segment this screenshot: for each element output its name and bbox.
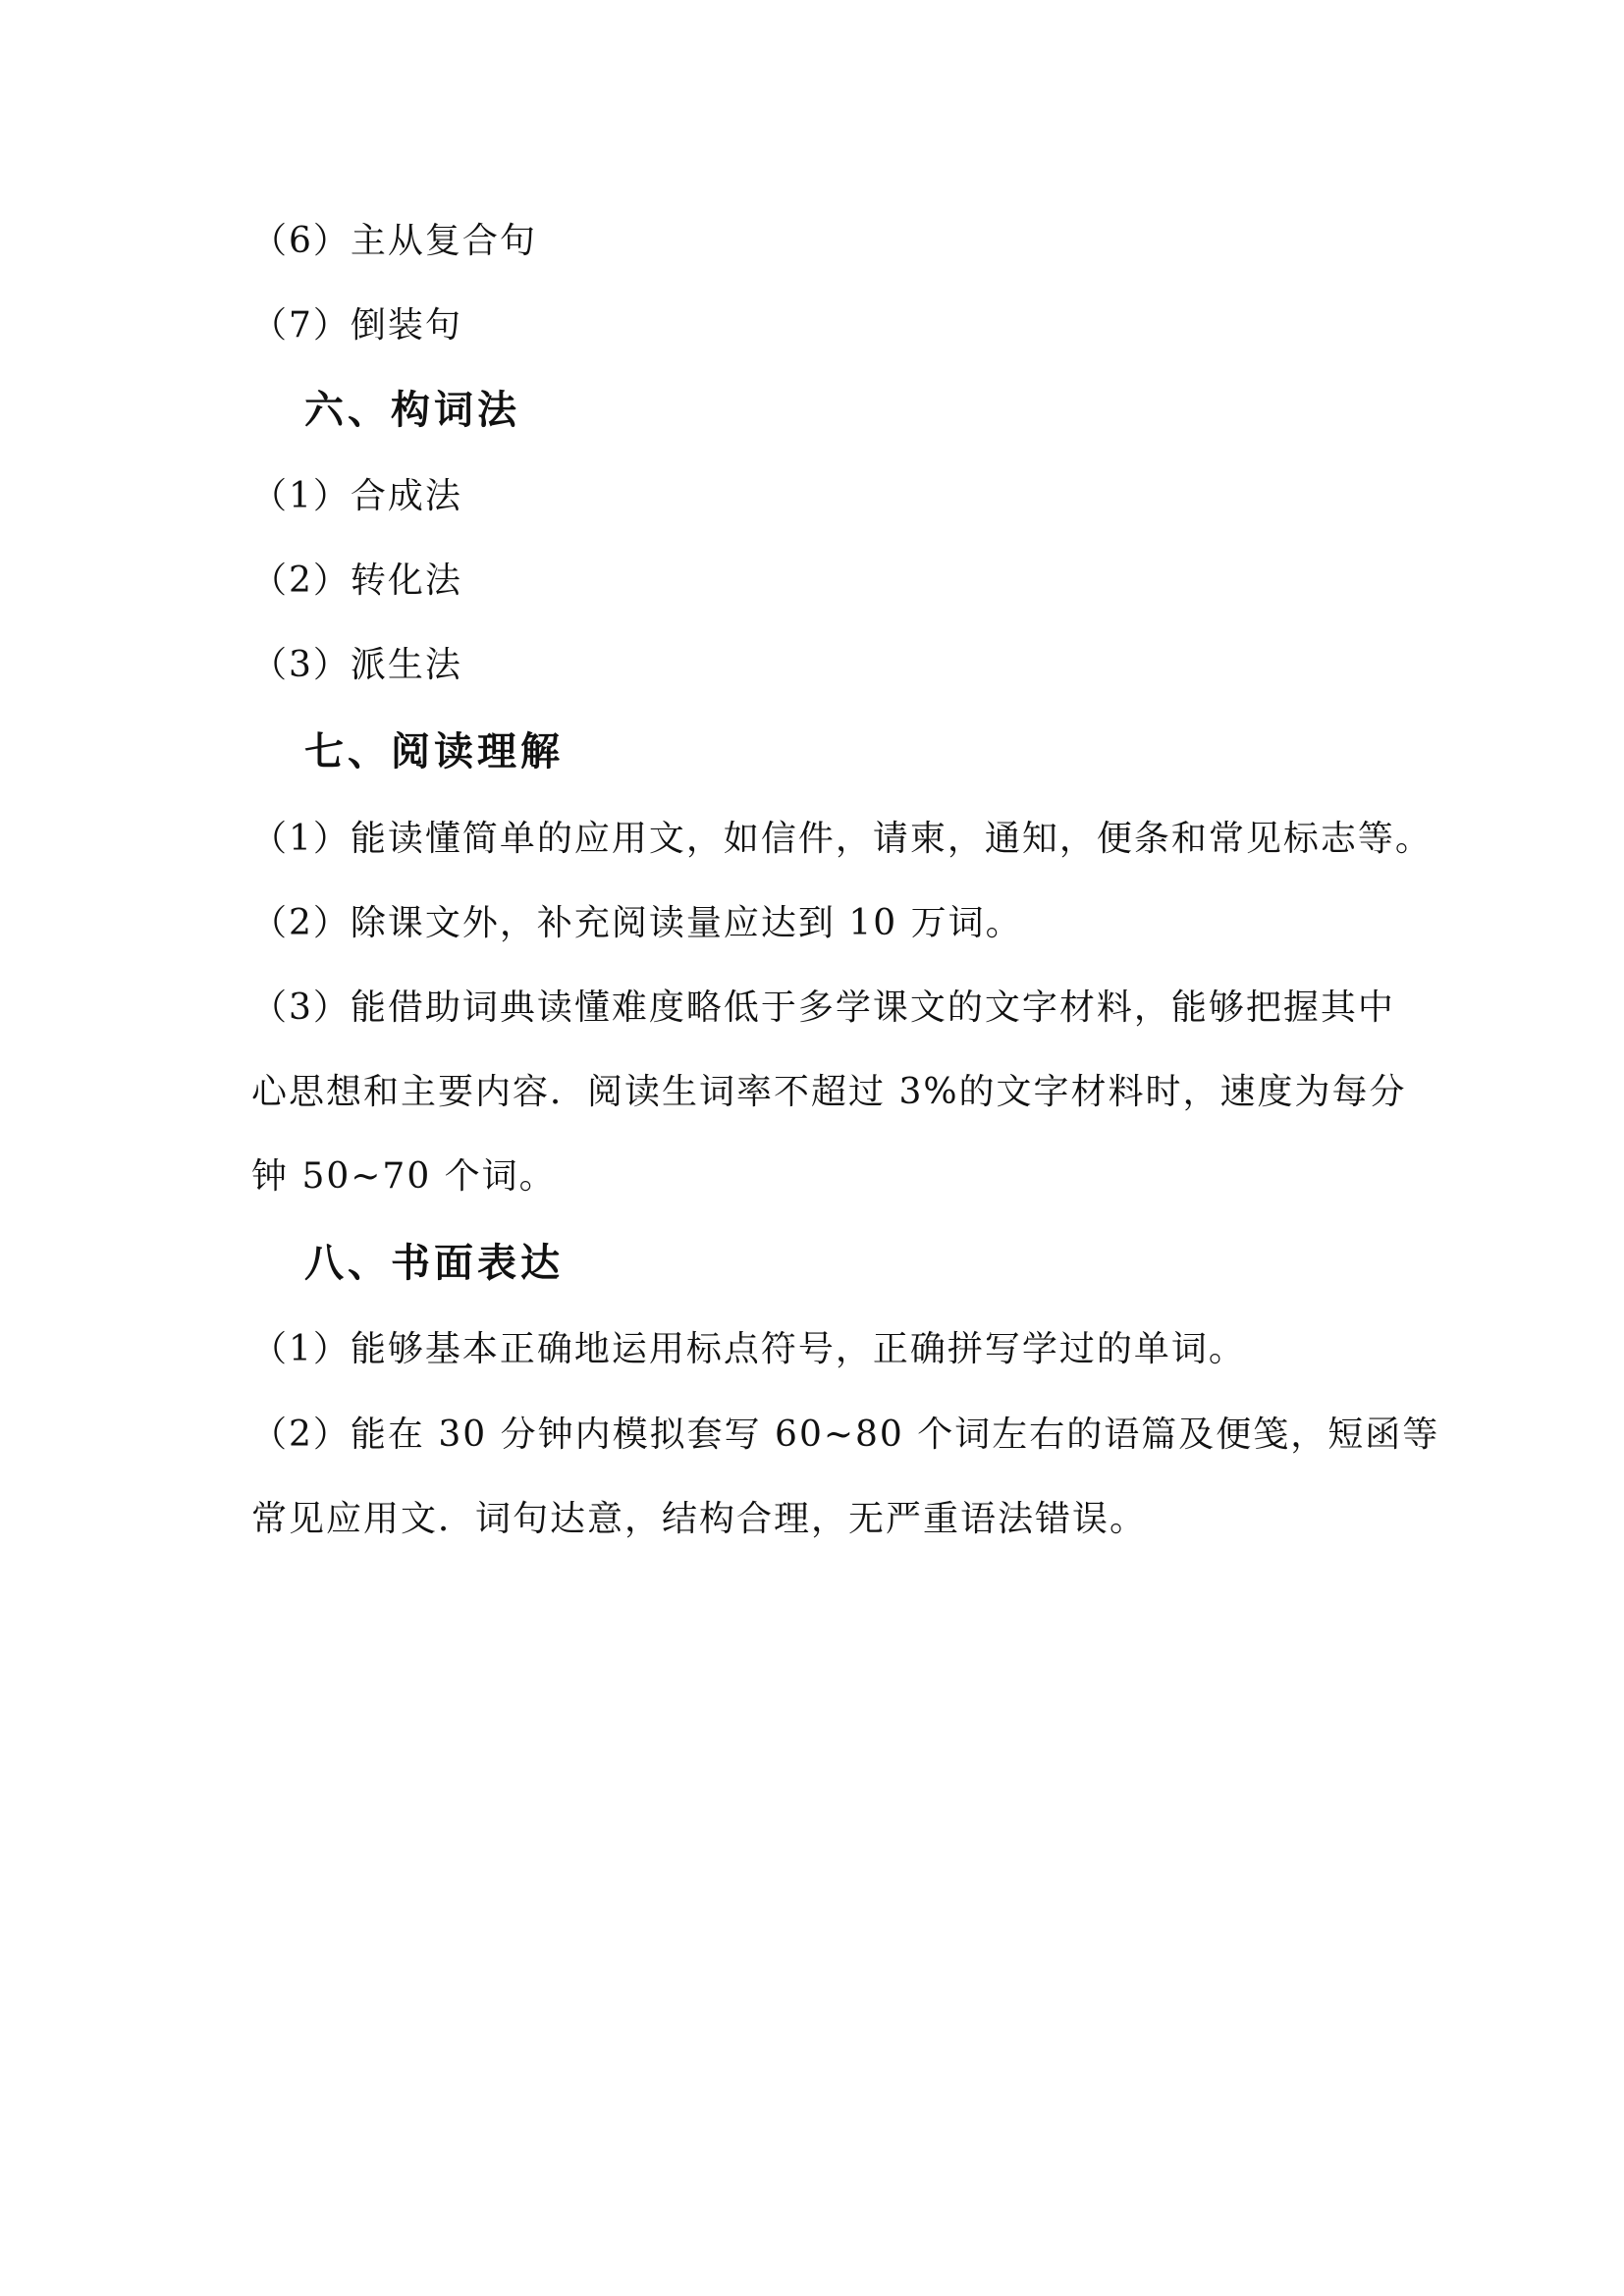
- list-item-compounding: （1）合成法: [251, 476, 462, 516]
- writing-item-2-line-2: 常见应用文．词句达意，结构合理，无严重语法错误。: [251, 1499, 1148, 1539]
- section-heading-word-formation: 六、构词法: [304, 387, 520, 433]
- list-item-compound-complex-sentence: （6）主从复合句: [251, 221, 537, 261]
- section-heading-reading: 七、阅读理解: [304, 728, 564, 774]
- reading-item-3-line-3: 钟 50~70 个词。: [251, 1156, 557, 1197]
- writing-item-1: （1）能够基本正确地运用标点符号，正确拼写学过的单词。: [251, 1329, 1246, 1369]
- list-item-derivation: （3）派生法: [251, 645, 462, 685]
- section-heading-writing: 八、书面表达: [304, 1240, 564, 1286]
- writing-item-2-line-1: （2）能在 30 分钟内模拟套写 60~80 个词左右的语篇及便笺，短函等: [251, 1415, 1440, 1455]
- list-item-conversion: （2）转化法: [251, 561, 462, 601]
- reading-item-1: （1）能读懂简单的应用文，如信件，请柬，通知，便条和常见标志等。: [251, 819, 1433, 859]
- reading-item-3-line-2: 心思想和主要内容．阅读生词率不超过 3%的文字材料时，速度为每分: [251, 1072, 1407, 1112]
- reading-item-2: （2）除课文外，补充阅读量应达到 10 万词。: [251, 903, 1023, 943]
- reading-item-3-line-1: （3）能借助词典读懂难度略低于多学课文的文字材料，能够把握其中: [251, 988, 1395, 1028]
- list-item-inversion: （7）倒装句: [251, 305, 462, 346]
